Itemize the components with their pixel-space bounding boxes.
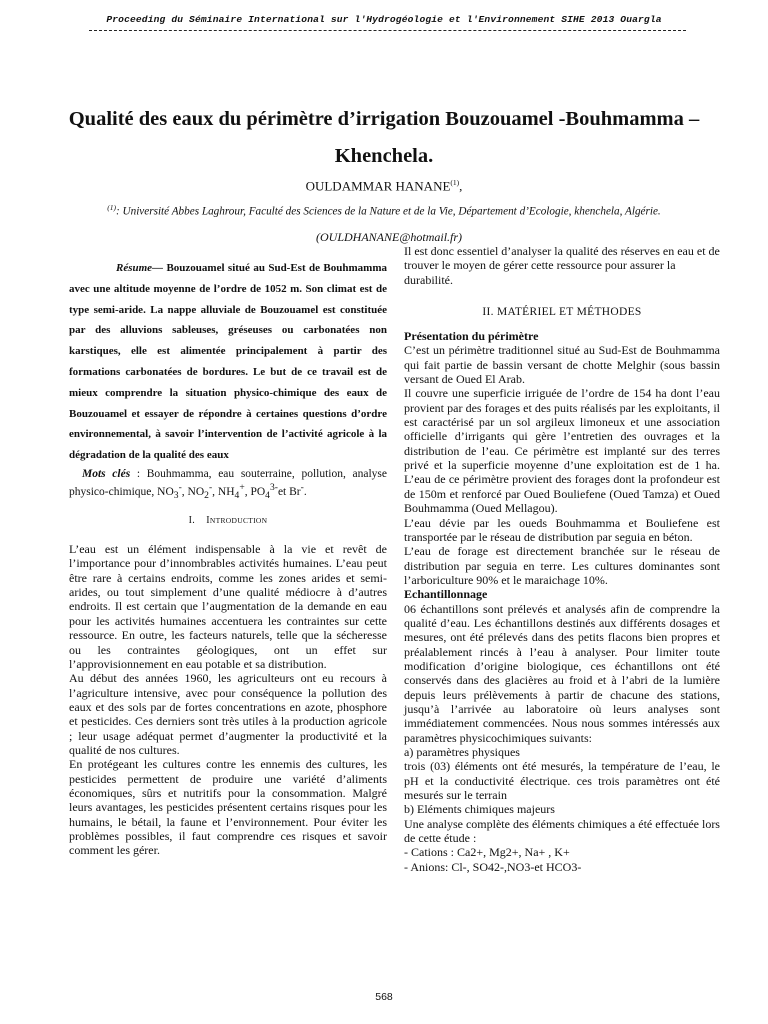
intro-paragraph-1: L’eau est un élément indispensable à la vie et revêt de l’importance pour d’innombrables activités humaines. L’eau peut être rare à certains endroits, comme les zones arides et semi-arides, ou tout simplement d’une qualité médiocre à d’autres endroits. Il est certain que l’augmentation de la demande en eau pour les activités humaines accentuera les contraintes sur cette ressource. En outre, les facteurs naturels, telle que la sécheresse ou les contraintes géologiques, ont un effet sur l’approvisionnement en eau potable et sa distribution. [69,542,387,671]
section-heading-rest: NTRODUCTION [209,516,268,526]
abstract-text: Bouzouamel situé au Sud-Est de Bouhmamma avec une altitude moyenne de l’ordre de 1052 m. Son climat est de type semi-aride. La nappe alluviale de Bouzouamel est constituée par des alluvions sableuses, gréseuses ou carbonatées non karstiques, elle est alimentée principalement à partir des formations carbonatées de bordures. Le but de ce travail est de mieux comprendre la situation physico-chimique des eaux de Bouzouamel et essayer de répondre à certaines questions d’ordre environnemental, à savoir l’intervention de l’activité agricole à la dégradation de la qualité des eaux [69,262,387,462]
section-number-intro: I. [188,515,196,527]
paper-title-line-2: Khenchela. [334,145,434,167]
keyword-po4-subscript: 4 [265,490,270,502]
keywords-text: : Bouhmamma, eau souterraine, pollution, analyse physico-chimique, NO [69,467,387,498]
affiliation-line [0,203,768,218]
keyword-no3-subscript: 3 [173,490,179,502]
presentation-paragraph-3: L’eau dévie par les oueds Bouhmamma et Bouliefene est transportée par le réseau de distribution par seguia en béton. [404,515,720,544]
subheading-presentation: Présentation du périmètre [404,329,539,344]
intro-paragraph-3: En protégeant les cultures contre les ennemis des cultures, les pesticides permettent de produire une variété d’aliments économiques, sûrs et nutritifs pour la consommation. Malgré leurs avantages, les pesticides présentent certains risques pour les humains, le bétail, la faune et l’environnement. Pour éviter les problèmes possibles, il faut comprendre ces risques et savoir comment les gérer. [69,757,387,858]
keywords-end: . [303,485,307,498]
intro-continuation: Il est donc essentiel d’analyser la qualité des réserves en eau et de trouver le moyen de gérer cette ressource pour assurer la durabilité. [404,244,720,287]
affiliation-text: : Université Abbes Laghrour, Faculté des Sciences de la Nature et de la Vie, Département d’Ecologie, khenchela, Algérie. [116,205,661,218]
cations-line: - Cations : Ca2+, Mg2+, Na+ , K+ [404,845,570,860]
keyword-no3-charge: - [178,481,182,493]
keyword-no2-subscript: 2 [204,490,209,502]
abstract-label: Résume— [116,262,164,274]
keywords-label: Mots clés [82,467,131,480]
author-email: (OULDHANANE@hotmail.fr) [316,230,463,244]
presentation-paragraph-4: L’eau de forage est directement branchée sur le réseau de distribution par seguia en terre. Les cultures dominantes sont l’arboriculture 90% et le maraichage 10%. [404,544,720,587]
author-affiliation-marker: (1) [450,178,460,187]
major-elements-label: b) Eléments chimiques majeurs [404,802,555,817]
abstract [69,258,387,466]
anions-line: - Anions: Cl-, SO42-,NO3-et HCO3- [404,859,582,874]
keyword-nh4-charge: + [239,481,245,493]
presentation-paragraph-2: Il couvre une superficie irriguée de l’ordre de 154 ha dont l’eau provient par des forages et des puits réalisés par les exploitants, il est caractérisé par un sol argileux limoneux et une association officielle d’irrigants qui gère l’entretien des ouvrages et la distribution de l’eau. Ce périmètre est implanté sur des terres privé et la superficie moyenne d’une exploitation est de 1 ha. L’eau de ce périmètre provient des forages dont la profondeur est de 150m et renforcé par Oued Bouliefene (Oued Tamza) et Oued Bouhmamma (Oued Mellagou). [404,386,720,516]
header-dashed-rule [89,30,686,31]
section-heading-methods: II. MATÉRIEL ET MÉTHODES [482,306,642,319]
page-number: 568 [375,991,393,1003]
affiliation-marker: (1) [107,203,116,212]
keyword-nh4: , NH [212,485,235,498]
keyword-po4-charge: 3- [269,481,278,493]
major-elements-text: Une analyse complète des éléments chimiques a été effectuée lors de cette étude : [404,816,720,846]
proceedings-header: Proceeding du Séminaire International sur l'Hydrogéologie et l'Environnement SIHE 2013 Ouargla [106,14,662,25]
physical-params-label: a) paramètres physiques [404,745,520,759]
keywords [69,467,387,503]
keyword-br: et Br [277,485,301,498]
section-heading-introduction [69,515,387,526]
sampling-paragraph: 06 échantillons sont prélevés et analysés afin de comprendre la qualité d’eau. Les échantillons destinés aux différents dosages et mesures, ont été prélevés dans des petits flacons bien propres et préalablement rincés à l’eau à analyser. Pour limiter toute modification d’origine biologique, ces échantillons ont été conservés dans des glacières au froid et à l’abri de la lumière depuis leurs prélèvements à partir de chacune des stations, jusqu’à l’arrivée au laboratoire où leurs analyses sont immédiatement commencées. Nous nous sommes intéressés aux paramètres physicochimiques suivants: [404,601,720,745]
presentation-paragraph-1: C’est un périmètre traditionnel situé au Sud-Est de Bouhmamma qui fait partie de bassin versant de chotte Melghir (sous bassin versant de Oued El Arab. [404,343,720,387]
intro-paragraph-2: Au début des années 1960, les agriculteurs ont eu recours à l’agriculture intensive, avec pour conséquence la pollution des eaux et des sols par de fortes concentrations en azote, phosphore et pesticides. Ces derniers sont très utiles à la production agricole ; leur usage adéquat permet d’augmenter la productivité et la qualité de nos cultures. [69,671,387,757]
keyword-no2-charge: - [208,481,213,493]
subheading-sampling: Echantillonnage [404,587,488,602]
right-column [404,244,720,874]
left-column [69,258,387,858]
author-line [0,178,768,194]
paper-title-line-1: Qualité des eaux du périmètre d’irrigation Bouzouamel -Bouhmamma – [68,108,700,130]
keyword-no2: , NO [181,485,205,498]
author-trailing-comma: , [459,178,463,194]
keyword-nh4-subscript: 4 [234,490,240,502]
keyword-br-charge: - [300,481,304,493]
section-heading-initial: I [206,515,210,527]
author-name: OULDAMMAR HANANE [305,178,451,194]
keyword-po4: , PO [244,485,266,498]
physical-params-text: trois (03) éléments ont été mesurés, la température de l’eau, le pH et la conductivité électrique. ces trois paramètres ont été mesurés sur le terrain [404,759,720,803]
